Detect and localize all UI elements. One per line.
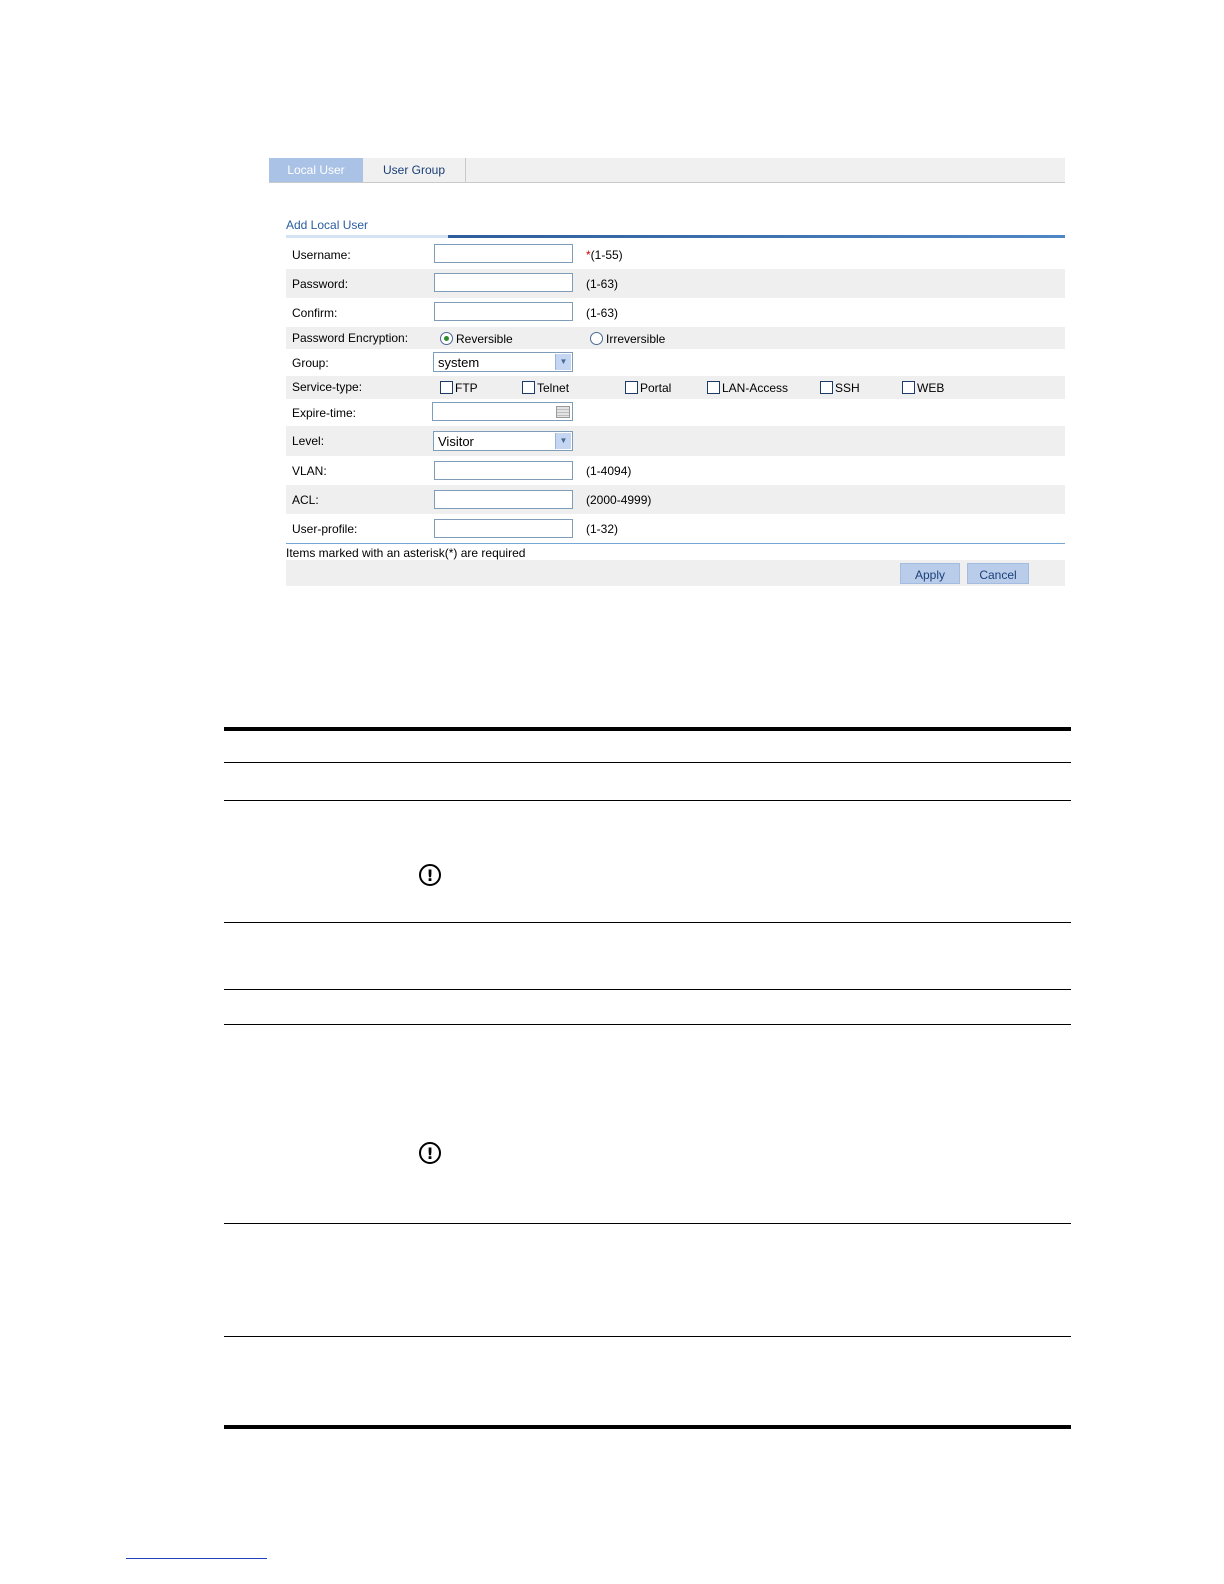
- user-profile-label: User-profile:: [292, 522, 358, 536]
- chevron-down-icon[interactable]: ▼: [555, 433, 571, 449]
- confirm-hint: (1-63): [586, 306, 619, 320]
- level-selected-value: Visitor: [438, 434, 474, 449]
- username-input[interactable]: [434, 244, 573, 263]
- required-note: Items marked with an asterisk(*) are required: [286, 546, 526, 560]
- row-confirm: [286, 298, 1065, 327]
- table-row-divider: [224, 1223, 1071, 1224]
- table-header-rule: [224, 762, 1071, 763]
- row-acl: [286, 485, 1065, 514]
- group-selected-value: system: [438, 355, 480, 370]
- cancel-button[interactable]: Cancel: [967, 563, 1029, 584]
- checkbox-ssh[interactable]: [820, 381, 860, 395]
- username-label: Username:: [292, 248, 351, 262]
- tab-local-user[interactable]: Local User: [269, 158, 363, 182]
- button-bar: [286, 560, 1065, 586]
- add-local-user-form: [286, 240, 1065, 543]
- section-title: Add Local User: [286, 218, 369, 232]
- checkbox-icon[interactable]: [522, 381, 535, 394]
- caution-icon: !: [419, 864, 441, 886]
- password-hint: (1-63): [586, 277, 619, 291]
- password-input[interactable]: [434, 273, 573, 292]
- expire-time-label: Expire-time:: [292, 406, 357, 420]
- checkbox-web-label: WEB: [917, 381, 945, 395]
- radio-irreversible-label: Irreversible: [606, 332, 666, 346]
- checkbox-icon[interactable]: [440, 381, 453, 394]
- service-type-label: Service-type:: [292, 380, 363, 394]
- acl-hint: (2000-4999): [586, 493, 652, 507]
- radio-reversible[interactable]: [440, 332, 513, 346]
- chevron-down-icon[interactable]: ▼: [555, 354, 571, 370]
- expire-time-input[interactable]: [432, 402, 573, 421]
- required-asterisk: *: [586, 248, 591, 262]
- apply-button[interactable]: Apply: [900, 563, 960, 584]
- tab-bar: [269, 158, 1065, 183]
- vlan-hint: (1-4094): [586, 464, 632, 478]
- row-expire-time: [286, 399, 1065, 426]
- table-top-rule: [224, 727, 1071, 731]
- caution-icon: !: [419, 1142, 441, 1164]
- row-password: [286, 269, 1065, 298]
- confirm-label: Confirm:: [292, 306, 338, 320]
- checkbox-portal-label: Portal: [640, 381, 672, 395]
- checkbox-ftp-label: FTP: [455, 381, 478, 395]
- username-hint: [586, 248, 623, 262]
- radio-selected-icon[interactable]: [440, 332, 453, 345]
- password-label: Password:: [292, 277, 349, 291]
- row-group: [286, 349, 1065, 376]
- acl-input[interactable]: [434, 490, 573, 509]
- group-label: Group:: [292, 356, 329, 370]
- table-row-divider: [224, 800, 1071, 801]
- row-vlan: [286, 456, 1065, 485]
- footer-link-underline[interactable]: [126, 1558, 267, 1559]
- checkbox-ssh-label: SSH: [835, 381, 860, 395]
- row-level: [286, 426, 1065, 456]
- row-service-type: [286, 376, 1065, 399]
- checkbox-icon[interactable]: [625, 381, 638, 394]
- checkbox-telnet[interactable]: [522, 381, 569, 395]
- row-password-encryption: [286, 327, 1065, 349]
- password-encryption-label: Password Encryption:: [292, 331, 409, 345]
- row-user-profile: [286, 514, 1065, 543]
- section-title-underline: [286, 235, 1065, 238]
- radio-reversible-label: Reversible: [456, 332, 513, 346]
- checkbox-web[interactable]: [902, 381, 944, 395]
- checkbox-lan-access-label: LAN-Access: [722, 381, 789, 395]
- vlan-label: VLAN:: [292, 464, 327, 478]
- checkbox-icon[interactable]: [707, 381, 720, 394]
- calendar-icon[interactable]: [556, 406, 570, 418]
- checkbox-icon[interactable]: [902, 381, 915, 394]
- checkbox-lan-access[interactable]: [707, 381, 788, 395]
- form-bottom-divider: [286, 543, 1065, 544]
- checkbox-portal[interactable]: [625, 381, 671, 395]
- row-username: [286, 240, 1065, 269]
- user-profile-hint: (1-32): [586, 522, 619, 536]
- level-label: Level:: [292, 434, 325, 448]
- table-row-divider: [224, 989, 1071, 990]
- vlan-input[interactable]: [434, 461, 573, 480]
- acl-label: ACL:: [292, 493, 319, 507]
- table-row-divider: [224, 1336, 1071, 1337]
- group-select[interactable]: [433, 352, 573, 372]
- confirm-input[interactable]: [434, 302, 573, 321]
- radio-irreversible[interactable]: [590, 332, 665, 346]
- checkbox-telnet-label: Telnet: [537, 381, 570, 395]
- checkbox-ftp[interactable]: [440, 381, 478, 395]
- username-range: (1-55): [590, 248, 623, 262]
- checkbox-icon[interactable]: [820, 381, 833, 394]
- table-row-divider: [224, 922, 1071, 923]
- table-bottom-rule: [224, 1425, 1071, 1429]
- radio-unselected-icon[interactable]: [590, 332, 603, 345]
- tab-user-group[interactable]: User Group: [363, 158, 466, 182]
- table-row-divider: [224, 1024, 1071, 1025]
- level-select[interactable]: [433, 431, 573, 451]
- user-profile-input[interactable]: [434, 519, 573, 538]
